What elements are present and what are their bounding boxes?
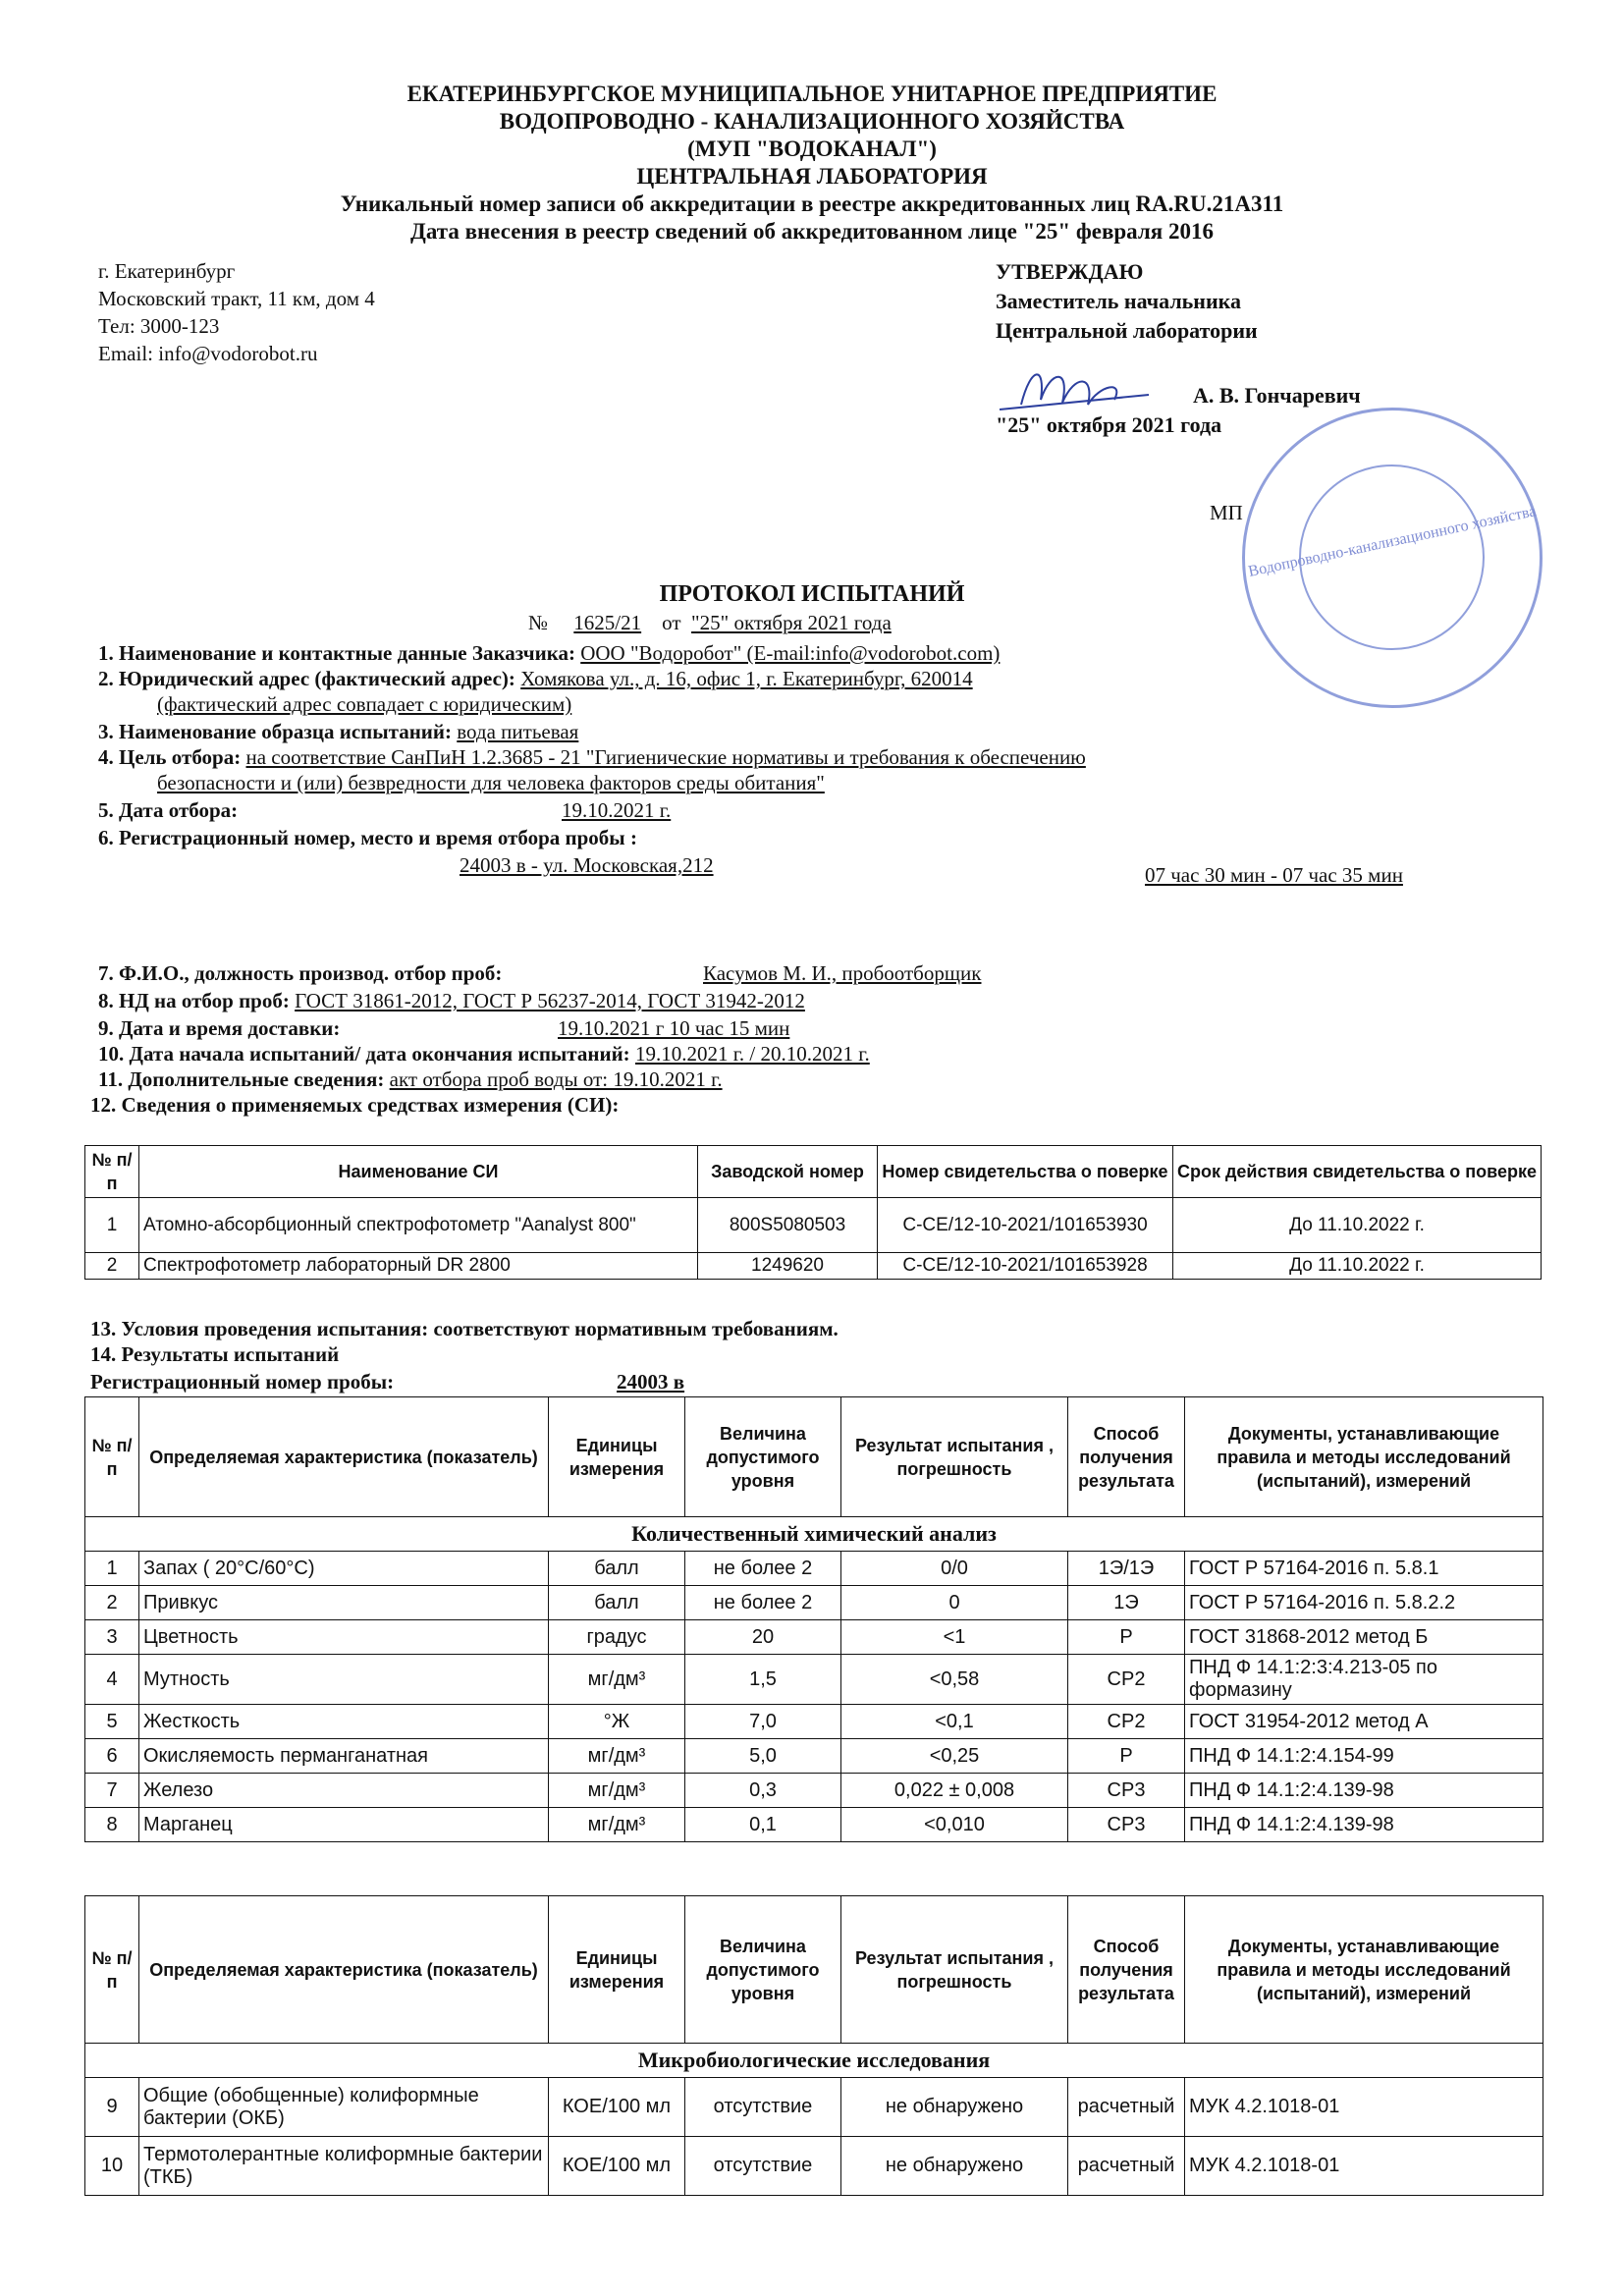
col-documents: Документы, устанавливающие правила и методы исследований (испытаний), измерений <box>1185 1896 1543 2044</box>
table-cell: балл <box>549 1552 685 1586</box>
item-2-label: 2. Юридический адрес (фактический адрес): <box>98 667 515 690</box>
table-cell: Термотолерантные колиформные бактерии (ТКБ) <box>139 2137 549 2196</box>
table-cell: ГОСТ Р 57164-2016 п. 5.8.2.2 <box>1185 1586 1543 1620</box>
table-row <box>85 1198 1542 1253</box>
accreditation-date: Дата внесения в реестр сведений об аккредитованном лице "25" февраля 2016 <box>410 219 1214 244</box>
item-5-label: 5. Дата отбора: <box>98 798 239 822</box>
item-4 <box>98 744 1086 770</box>
item-4-label: 4. Цель отбора: <box>98 745 242 769</box>
lab-name: ЦЕНТРАЛЬНАЯ ЛАБОРАТОРИЯ <box>636 164 988 189</box>
table-cell: ПНД Ф 14.1:2:3:4.213-05 по формазину <box>1185 1655 1543 1705</box>
item-10-label: 10. Дата начала испытаний/ дата окончания испытаний: <box>98 1042 630 1066</box>
si-cell: Спектрофотометр лабораторный DR 2800 <box>139 1253 698 1280</box>
table-cell: 5,0 <box>685 1739 841 1774</box>
table-cell: не обнаружено <box>841 2137 1068 2196</box>
si-cell: 1 <box>85 1198 139 1253</box>
protocol-number-line <box>528 611 892 635</box>
table-cell: мг/дм³ <box>549 1774 685 1808</box>
table-cell: не обнаружено <box>841 2078 1068 2137</box>
item-4-value2: безопасности и (или) безвредности для человека факторов среды обитания" <box>157 771 825 794</box>
item-4-value1: на соответствие СанПиН 1.2.3685 - 21 "Гигиенические нормативы и требования к обеспечению <box>245 745 1086 769</box>
table-cell: 10 <box>85 2137 139 2196</box>
item-6-time: 07 час 30 мин - 07 час 35 мин <box>1145 863 1403 887</box>
table-cell: СР3 <box>1068 1808 1185 1842</box>
item-1-value: ООО "Водоробот" (E-mail:info@vodorobot.com) <box>580 641 1001 665</box>
table-cell: <1 <box>841 1620 1068 1655</box>
table-row <box>85 2137 1543 2196</box>
item-2-value: Хомякова ул., д. 16, офис 1, г. Екатеринбург, 620014 <box>520 667 973 690</box>
approval-title: УТВЕРЖДАЮ <box>996 259 1144 284</box>
table-cell: Запах ( 20°С/60°С) <box>139 1552 549 1586</box>
table-cell: 5 <box>85 1705 139 1739</box>
item-9-label: 9. Дата и время доставки: <box>98 1016 341 1040</box>
item-3-label: 3. Наименование образца испытаний: <box>98 720 452 743</box>
table-cell: Марганец <box>139 1808 549 1842</box>
item-1-label: 1. Наименование и контактные данные Заказчика: <box>98 641 575 665</box>
micro-section-title: Микробиологические исследования <box>85 2044 1543 2078</box>
address-email: Email: info@vodorobot.ru <box>98 342 318 365</box>
table-cell: 6 <box>85 1739 139 1774</box>
table-cell: 0/0 <box>841 1552 1068 1586</box>
item-7-value: Касумов М. И., пробоотборщик <box>703 961 982 985</box>
table-cell: 2 <box>85 1586 139 1620</box>
col-characteristic: Определяемая характеристика (показатель) <box>139 1896 549 2044</box>
table-cell: 1 <box>85 1552 139 1586</box>
item-13: 13. Условия проведения испытания: соответствуют нормативным требованиям. <box>90 1317 839 1340</box>
item-10-value: 19.10.2021 г. / 20.10.2021 г. <box>634 1042 870 1066</box>
protocol-date: "25" октября 2021 года <box>691 611 892 634</box>
item-9-value: 19.10.2021 г 10 час 15 мин <box>558 1016 790 1040</box>
mp-label: МП <box>1210 501 1243 524</box>
table-cell: °Ж <box>549 1705 685 1739</box>
item-14: 14. Результаты испытаний <box>90 1342 340 1366</box>
table-cell: Мутность <box>139 1655 549 1705</box>
table-row <box>85 1620 1543 1655</box>
address-city: г. Екатеринбург <box>98 259 236 283</box>
table-cell: 0 <box>841 1586 1068 1620</box>
table-cell: ГОСТ 31954-2012 метод А <box>1185 1705 1543 1739</box>
table-row <box>85 1655 1543 1705</box>
table-cell: 9 <box>85 2078 139 2137</box>
si-cell: 2 <box>85 1253 139 1280</box>
table-cell: 8 <box>85 1808 139 1842</box>
table-cell: ПНД Ф 14.1:2:4.154-99 <box>1185 1739 1543 1774</box>
item-6-value: 24003 в - ул. Московская,212 <box>460 853 714 877</box>
col-result: Результат испытания , погрешность <box>841 1896 1068 2044</box>
table-row <box>85 2078 1543 2137</box>
col-documents: Документы, устанавливающие правила и методы исследований (испытаний), измерений <box>1185 1397 1543 1517</box>
item-7 <box>98 960 502 986</box>
item-9 <box>98 1015 340 1041</box>
si-table <box>84 1145 1542 1280</box>
item-7-label: 7. Ф.И.О., должность производ. отбор проб: <box>98 961 503 985</box>
si-cell: 1249620 <box>698 1253 878 1280</box>
chem-results-table <box>84 1396 1543 1842</box>
table-cell: 20 <box>685 1620 841 1655</box>
item-10 <box>98 1041 870 1066</box>
table-cell: 1Э/1Э <box>1068 1552 1185 1586</box>
table-row <box>85 1586 1543 1620</box>
item-3 <box>98 719 578 744</box>
table-cell: <0,010 <box>841 1808 1068 1842</box>
table-row <box>85 1552 1543 1586</box>
si-col-cert: Номер свидетельства о поверке <box>878 1146 1173 1198</box>
si-col-num: № п/п <box>85 1146 139 1198</box>
approval-date: "25" октября 2021 года <box>996 412 1222 437</box>
table-cell: 0,1 <box>685 1808 841 1842</box>
si-table-header <box>85 1146 1542 1198</box>
table-cell: балл <box>549 1586 685 1620</box>
col-units: Единицы измерения <box>549 1397 685 1517</box>
item-5-value: 19.10.2021 г. <box>562 798 672 822</box>
approval-position2: Центральной лаборатории <box>996 318 1258 343</box>
item-2 <box>98 666 973 691</box>
col-method: Способ получения результата <box>1068 1397 1185 1517</box>
reg-number-label: Регистрационный номер пробы: <box>90 1370 395 1394</box>
table-cell: КОЕ/100 мл <box>549 2078 685 2137</box>
item-11-label: 11. Дополнительные сведения: <box>98 1067 385 1091</box>
chem-section-title: Количественный химический анализ <box>85 1517 1543 1552</box>
col-method: Способ получения результата <box>1068 1896 1185 2044</box>
si-col-validity: Срок действия свидетельства о поверке <box>1173 1146 1542 1198</box>
item-12-label: 12. Сведения о применяемых средствах измерения (СИ): <box>90 1093 620 1117</box>
si-cell: С-СЕ/12-10-2021/101653930 <box>878 1198 1173 1253</box>
table-cell: не более 2 <box>685 1552 841 1586</box>
table-cell: МУК 4.2.1018-01 <box>1185 2137 1543 2196</box>
org-name-line3: (МУП "ВОДОКАНАЛ") <box>687 137 937 161</box>
table-cell: Привкус <box>139 1586 549 1620</box>
table-row <box>85 1739 1543 1774</box>
table-cell: Жесткость <box>139 1705 549 1739</box>
table-cell: ПНД Ф 14.1:2:4.139-98 <box>1185 1808 1543 1842</box>
table-cell: 7,0 <box>685 1705 841 1739</box>
table-cell: ГОСТ 31868-2012 метод Б <box>1185 1620 1543 1655</box>
si-col-name: Наименование СИ <box>139 1146 698 1198</box>
table-cell: мг/дм³ <box>549 1739 685 1774</box>
col-characteristic: Определяемая характеристика (показатель) <box>139 1397 549 1517</box>
col-limit: Величина допустимого уровня <box>685 1896 841 2044</box>
lab-stamp <box>1242 408 1543 708</box>
table-cell: КОЕ/100 мл <box>549 2137 685 2196</box>
table-row <box>85 1705 1543 1739</box>
accreditation-number: Уникальный номер записи об аккредитации в реестре аккредитованных лиц RA.RU.21А311 <box>340 191 1284 216</box>
col-units: Единицы измерения <box>549 1896 685 2044</box>
table-cell: МУК 4.2.1018-01 <box>1185 2078 1543 2137</box>
item-2-note: (фактический адрес совпадает с юридическим) <box>157 692 572 716</box>
table-cell: 0,022 ± 0,008 <box>841 1774 1068 1808</box>
col-num: № п/п <box>85 1397 139 1517</box>
table-row <box>85 1253 1542 1280</box>
table-cell: СР3 <box>1068 1774 1185 1808</box>
table-cell: 1,5 <box>685 1655 841 1705</box>
table-cell: 7 <box>85 1774 139 1808</box>
si-cell: С-СЕ/12-10-2021/101653928 <box>878 1253 1173 1280</box>
approval-block <box>996 257 1258 346</box>
table-cell: ГОСТ Р 57164-2016 п. 5.8.1 <box>1185 1552 1543 1586</box>
table-cell: отсутствие <box>685 2137 841 2196</box>
protocol-number: 1625/21 <box>573 611 642 634</box>
micro-results-table <box>84 1895 1543 2196</box>
micro-table-header <box>85 1896 1543 2044</box>
table-cell: <0,58 <box>841 1655 1068 1705</box>
table-cell: Окисляемость перманганатная <box>139 1739 549 1774</box>
table-cell: отсутствие <box>685 2078 841 2137</box>
approval-position1: Заместитель начальника <box>996 289 1241 313</box>
table-cell: СР2 <box>1068 1705 1185 1739</box>
table-cell: не более 2 <box>685 1586 841 1620</box>
si-cell: До 11.10.2022 г. <box>1173 1198 1542 1253</box>
table-cell: <0,25 <box>841 1739 1068 1774</box>
table-cell: 4 <box>85 1655 139 1705</box>
protocol-number-prefix: № <box>528 611 549 634</box>
table-cell: мг/дм³ <box>549 1655 685 1705</box>
table-cell: Железо <box>139 1774 549 1808</box>
org-name-line2: ВОДОПРОВОДНО - КАНАЛИЗАЦИОННОГО ХОЗЯЙСТВА <box>499 109 1125 134</box>
si-cell: 800S5080503 <box>698 1198 878 1253</box>
col-result: Результат испытания , погрешность <box>841 1397 1068 1517</box>
item-11-value: акт отбора проб воды от: 19.10.2021 г. <box>389 1067 723 1091</box>
table-cell: Общие (обобщенные) колиформные бактерии (ОКБ) <box>139 2078 549 2137</box>
item-12 <box>90 1092 619 1118</box>
col-limit: Величина допустимого уровня <box>685 1397 841 1517</box>
item-1 <box>98 640 1000 666</box>
address-phone: Тел: 3000-123 <box>98 314 220 338</box>
table-cell: <0,1 <box>841 1705 1068 1739</box>
table-cell: ПНД Ф 14.1:2:4.139-98 <box>1185 1774 1543 1808</box>
table-cell: мг/дм³ <box>549 1808 685 1842</box>
address-block <box>98 257 375 367</box>
item-11 <box>98 1066 723 1092</box>
si-col-serial: Заводской номер <box>698 1146 878 1198</box>
item-8-value: ГОСТ 31861-2012, ГОСТ Р 56237-2014, ГОСТ 31942-2012 <box>295 989 805 1012</box>
chem-table-header <box>85 1397 1543 1517</box>
table-cell: Цветность <box>139 1620 549 1655</box>
item-6 <box>98 825 637 850</box>
table-cell: 3 <box>85 1620 139 1655</box>
protocol-from: от <box>662 611 681 634</box>
table-cell: расчетный <box>1068 2078 1185 2137</box>
table-cell: 1Э <box>1068 1586 1185 1620</box>
stamp-text: Водопроводно-канализационного хозяйства <box>1246 503 1538 580</box>
address-street: Московский тракт, 11 км, дом 4 <box>98 287 375 310</box>
item-8-label: 8. НД на отбор проб: <box>98 989 290 1012</box>
approver-name: А. В. Гончаревич <box>1193 383 1361 408</box>
si-cell: До 11.10.2022 г. <box>1173 1253 1542 1280</box>
table-cell: СР2 <box>1068 1655 1185 1705</box>
item-8 <box>98 988 805 1013</box>
micro-section-row <box>85 2044 1543 2078</box>
org-name-line1: ЕКАТЕРИНБУРГСКОЕ МУНИЦИПАЛЬНОЕ УНИТАРНОЕ ПРЕДПРИЯТИЕ <box>406 82 1218 106</box>
table-cell: Р <box>1068 1620 1185 1655</box>
item-5 <box>98 797 238 823</box>
table-cell: Р <box>1068 1739 1185 1774</box>
item-3-value: вода питьевая <box>457 720 579 743</box>
chem-section-row <box>85 1517 1543 1552</box>
col-num: № п/п <box>85 1896 139 2044</box>
table-row <box>85 1808 1543 1842</box>
reg-number-value: 24003 в <box>617 1370 685 1394</box>
item-6-label: 6. Регистрационный номер, место и время отбора пробы : <box>98 826 637 849</box>
table-cell: градус <box>549 1620 685 1655</box>
table-cell: расчетный <box>1068 2137 1185 2196</box>
table-row <box>85 1774 1543 1808</box>
table-cell: 0,3 <box>685 1774 841 1808</box>
protocol-title: ПРОТОКОЛ ИСПЫТАНИЙ <box>659 581 965 607</box>
si-cell: Атомно-абсорбционный спектрофотометр "Aanalyst 800" <box>139 1198 698 1253</box>
